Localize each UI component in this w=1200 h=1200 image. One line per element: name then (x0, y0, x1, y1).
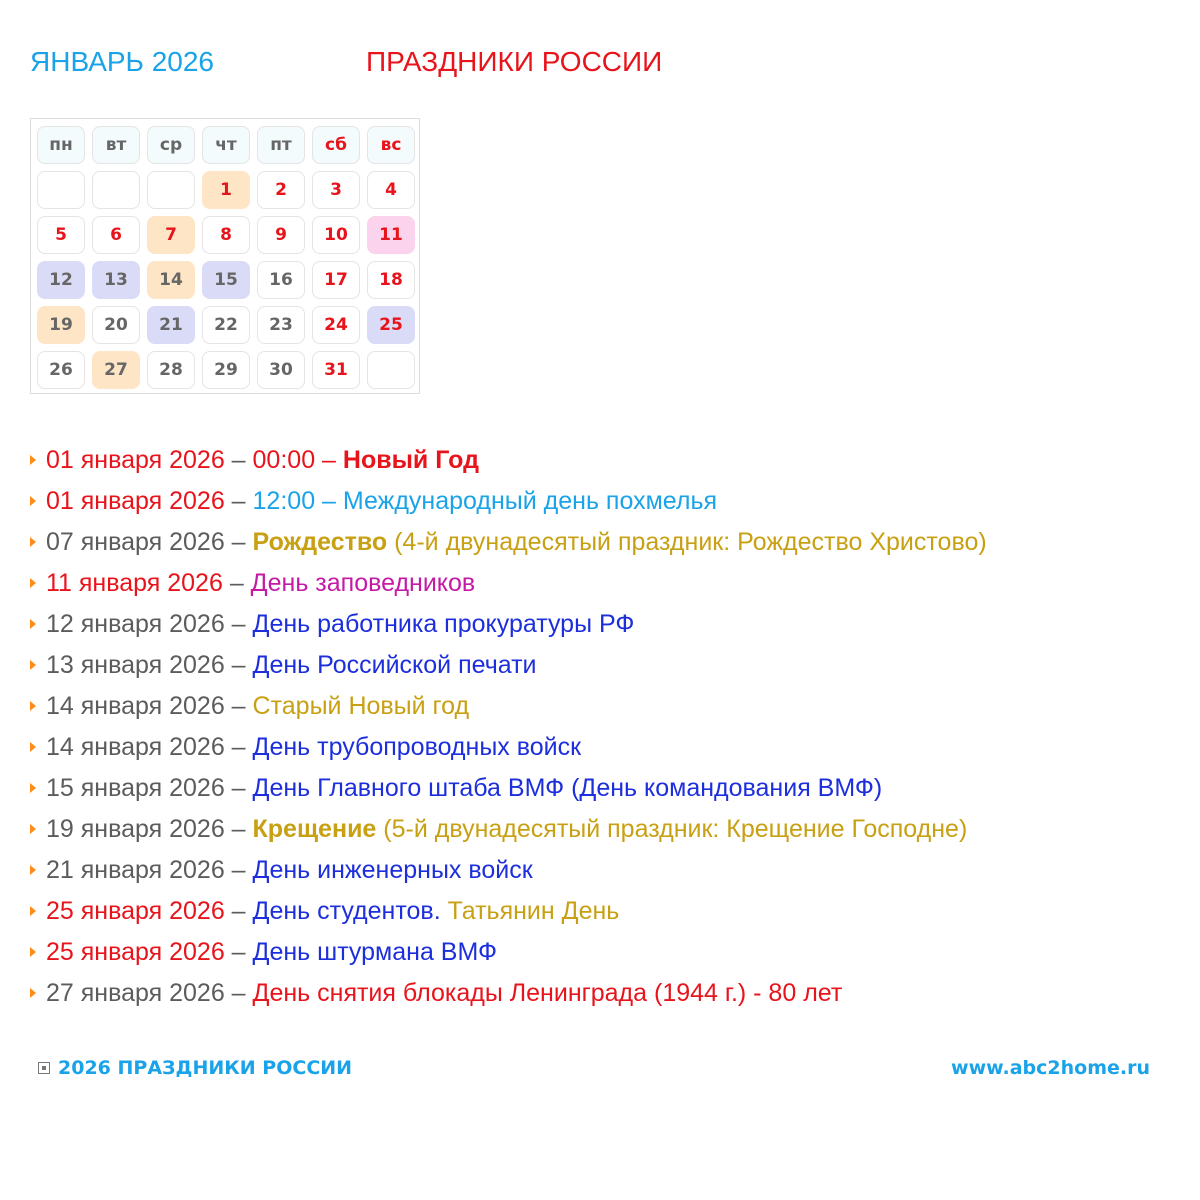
holiday-text: – (224, 692, 253, 720)
calendar-day[interactable]: 8 (202, 216, 250, 254)
image-placeholder-icon (38, 1062, 50, 1074)
holiday-text: День студентов. (252, 897, 448, 925)
holiday-text: Крещение (252, 815, 377, 843)
calendar-day[interactable]: 30 (257, 351, 305, 389)
holiday-text: – (224, 938, 253, 966)
holiday-text: Новый Год (342, 446, 479, 474)
holiday-date: 21 января 2026 (46, 856, 225, 884)
calendar-day[interactable]: 20 (92, 306, 140, 344)
holiday-text: Старый Новый год (252, 692, 470, 720)
bullet-arrow-icon (30, 947, 36, 957)
holiday-text: – (224, 815, 253, 843)
holiday-item (30, 851, 987, 892)
weekday-header: вс (367, 126, 415, 164)
holiday-text: – (224, 487, 253, 515)
calendar-day[interactable]: 31 (312, 351, 360, 389)
calendar-day[interactable]: 16 (257, 261, 305, 299)
footer-left-text[interactable]: 2026 ПРАЗДНИКИ РОССИИ (58, 1057, 353, 1079)
calendar-day[interactable]: 9 (257, 216, 305, 254)
holiday-date: 11 января 2026 (46, 569, 223, 597)
calendar-day[interactable]: 15 (202, 261, 250, 299)
calendar-day[interactable]: 3 (312, 171, 360, 209)
holiday-date: 01 января 2026 (46, 446, 225, 474)
calendar-day[interactable]: 2 (257, 171, 305, 209)
holiday-item (30, 933, 987, 974)
calendar-day[interactable]: 6 (92, 216, 140, 254)
bullet-arrow-icon (30, 701, 36, 711)
calendar-day[interactable]: 4 (367, 171, 415, 209)
holiday-date: 14 января 2026 (46, 733, 225, 761)
calendar-empty-cell (37, 171, 85, 209)
weekday-header: вт (92, 126, 140, 164)
holiday-text: – (222, 569, 251, 597)
calendar-day[interactable]: 25 (367, 306, 415, 344)
holiday-item (30, 523, 987, 564)
bullet-arrow-icon (30, 537, 36, 547)
holiday-item (30, 605, 987, 646)
calendar-day[interactable]: 22 (202, 306, 250, 344)
calendar-day[interactable]: 5 (37, 216, 85, 254)
holiday-text: 12:00 – Международный день похмелья (252, 487, 718, 515)
holiday-text: 00:00 – (252, 446, 343, 474)
holiday-item (30, 892, 987, 933)
holiday-date: 01 января 2026 (46, 487, 225, 515)
bullet-arrow-icon (30, 906, 36, 916)
holiday-text: День трубопроводных войск (252, 733, 582, 761)
holiday-text: День Российской печати (252, 651, 537, 679)
weekday-header: чт (202, 126, 250, 164)
holiday-text: День Главного штаба ВМФ (День командования ВМФ) (252, 774, 883, 802)
calendar-day[interactable]: 11 (367, 216, 415, 254)
holiday-date: 12 января 2026 (46, 610, 225, 638)
holiday-text: – (224, 897, 253, 925)
footer-site-link[interactable]: www.abc2home.ru (951, 1057, 1150, 1079)
holiday-date: 13 января 2026 (46, 651, 225, 679)
holiday-text: Татьянин День (447, 897, 620, 925)
calendar-day[interactable]: 10 (312, 216, 360, 254)
holiday-item (30, 974, 987, 1015)
footer-link-holidays[interactable] (38, 1057, 352, 1079)
calendar-day[interactable]: 26 (37, 351, 85, 389)
holiday-date: 14 января 2026 (46, 692, 225, 720)
weekday-header: сб (312, 126, 360, 164)
calendar-day[interactable]: 14 (147, 261, 195, 299)
bullet-arrow-icon (30, 619, 36, 629)
calendar-day[interactable]: 23 (257, 306, 305, 344)
holiday-item (30, 564, 987, 605)
holiday-text: Рождество (252, 528, 388, 556)
holiday-text: – (224, 774, 253, 802)
calendar-day[interactable]: 12 (37, 261, 85, 299)
calendar-day[interactable]: 28 (147, 351, 195, 389)
holiday-text: – (224, 446, 253, 474)
calendar-empty-cell (367, 351, 415, 389)
calendar-empty-cell (147, 171, 195, 209)
holiday-text: – (224, 610, 253, 638)
calendar-day[interactable]: 24 (312, 306, 360, 344)
holiday-date: 25 января 2026 (46, 897, 225, 925)
calendar-grid (30, 118, 420, 394)
holiday-date: 07 января 2026 (46, 528, 225, 556)
holiday-item (30, 810, 987, 851)
holiday-text: День заповедников (250, 569, 476, 597)
holiday-item (30, 646, 987, 687)
bullet-arrow-icon (30, 660, 36, 670)
bullet-arrow-icon (30, 742, 36, 752)
holiday-item (30, 441, 987, 482)
holiday-text: – (224, 651, 253, 679)
bullet-arrow-icon (30, 455, 36, 465)
weekday-header: пт (257, 126, 305, 164)
holiday-date: 19 января 2026 (46, 815, 225, 843)
holiday-text: – (224, 528, 253, 556)
bullet-arrow-icon (30, 496, 36, 506)
holiday-text: День инженерных войск (252, 856, 533, 884)
month-title: ЯНВАРЬ 2026 (30, 46, 214, 77)
holiday-list (30, 441, 987, 1015)
bullet-arrow-icon (30, 865, 36, 875)
holiday-text: День штурмана ВМФ (252, 938, 498, 966)
calendar-day[interactable]: 1 (202, 171, 250, 209)
calendar-day[interactable]: 7 (147, 216, 195, 254)
page-title: ПРАЗДНИКИ РОССИИ (366, 46, 663, 77)
holiday-text: (4-й двунадесятый праздник: Рождество Христово) (387, 528, 987, 556)
holiday-text: День работника прокуратуры РФ (252, 610, 635, 638)
bullet-arrow-icon (30, 783, 36, 793)
holiday-date: 25 января 2026 (46, 938, 225, 966)
calendar-day[interactable]: 21 (147, 306, 195, 344)
calendar-day[interactable]: 17 (312, 261, 360, 299)
holiday-date: 27 января 2026 (46, 979, 225, 1007)
calendar-day[interactable]: 19 (37, 306, 85, 344)
calendar-empty-cell (92, 171, 140, 209)
holiday-item (30, 482, 987, 523)
holiday-text: – (224, 856, 253, 884)
bullet-arrow-icon (30, 578, 36, 588)
bullet-arrow-icon (30, 988, 36, 998)
holiday-text: День снятия блокады Ленинграда (1944 г.) - 80 лет (252, 979, 843, 1007)
holiday-item (30, 687, 987, 728)
holiday-date: 15 января 2026 (46, 774, 225, 802)
weekday-header: пн (37, 126, 85, 164)
bullet-arrow-icon (30, 824, 36, 834)
weekday-header: ср (147, 126, 195, 164)
calendar-day[interactable]: 13 (92, 261, 140, 299)
holiday-text: – (224, 733, 253, 761)
calendar-day[interactable]: 27 (92, 351, 140, 389)
holiday-text: (5-й двунадесятый праздник: Крещение Господне) (376, 815, 968, 843)
holiday-item (30, 728, 987, 769)
calendar-day[interactable]: 18 (367, 261, 415, 299)
holiday-item (30, 769, 987, 810)
holiday-text: – (224, 979, 253, 1007)
calendar-day[interactable]: 29 (202, 351, 250, 389)
